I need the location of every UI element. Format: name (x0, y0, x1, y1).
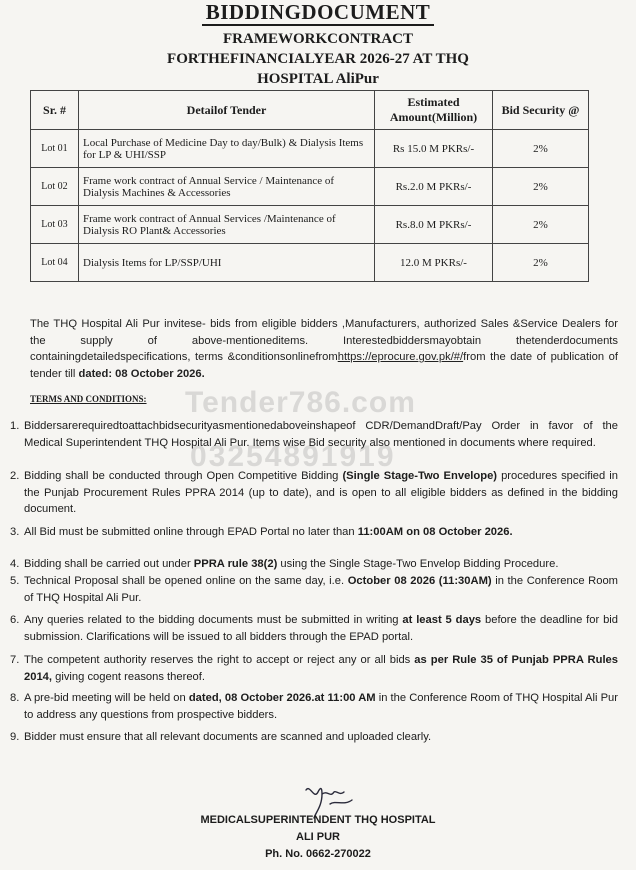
table-row (31, 168, 589, 206)
term-text: Any queries related to the bidding documents must be submitted in writing (24, 614, 403, 626)
eprocure-link[interactable]: https://eprocure.gov.pk/#/ (337, 351, 464, 363)
term-text: Bidder must ensure that all relevant documents are scanned and uploaded clearly. (24, 731, 432, 743)
cell-sr: Lot 04 (31, 244, 79, 282)
term-emphasis: as per Rule 35 of Punjab PPRA Rules 2014, (24, 654, 618, 683)
table-row (31, 130, 589, 168)
table-row (31, 244, 589, 282)
watermark-site: Tender786.com (185, 386, 416, 419)
term-item-9 (10, 729, 618, 746)
cell-cost: Rs.8.0 M PKRs/- (375, 206, 493, 244)
table-header-row (31, 91, 589, 130)
term-text-end: in the Conference Room of THQ Hospital Ali Pur. (24, 575, 618, 604)
header-detail: Detailof Tender (79, 91, 375, 130)
term-text-end: before the deadline for bid submission. Clarifications will be issued to all bidders through the EPAD portal. (24, 614, 618, 643)
term-text: A pre-bid meeting will be held on (24, 692, 189, 704)
cell-security: 2% (493, 206, 589, 244)
cell-security: 2% (493, 244, 589, 282)
term-emphasis: at least 5 days (402, 614, 482, 626)
cell-cost: 12.0 M PKRs/- (375, 244, 493, 282)
term-emphasis: October 08 2026 (11:30AM) (347, 575, 492, 587)
tender-table (30, 90, 589, 282)
header-line-3: HOSPITAL AliPur (257, 71, 379, 87)
cell-detail: Dialysis Items for LP/SSP/UHI (79, 244, 375, 282)
cell-security: 2% (493, 168, 589, 206)
cell-sr: Lot 02 (31, 168, 79, 206)
intro-text: The THQ Hospital Ali Pur invitese- bids from eligible bidders ,Manufacturers, authorized Sales &Service Dealers for the supply of above-mentioneditems. Interestedbiddersmayobtain thetenderdocuments containingdetailedspecifications, terms &conditionsonlinefrom (30, 318, 618, 363)
term-text: Bidding shall be conducted through Open Competitive Bidding (24, 470, 343, 482)
term-text-end: using the Single Stage-Two Envelop Bidding Procedure. (277, 558, 559, 570)
term-text-end: procedures specified in the Punjab Procurement Rules PPRA 2014 (up to date), and is open to all eligible bidders as defined in the bidding document. (24, 470, 618, 515)
cell-detail: Frame work contract of Annual Service / Maintenance of Dialysis Machines & Accessories (79, 168, 375, 206)
signoff-location: ALI PUR (296, 831, 340, 843)
term-item-8 (10, 690, 618, 723)
term-text: Technical Proposal shall be opened online on the same day, i.e. (24, 575, 348, 587)
term-number: 8. (10, 692, 20, 704)
table-row (31, 206, 589, 244)
cell-detail: Local Purchase of Medicine Day to day/Bulk) & Dialysis Items for LP & UHI/SSP (79, 130, 375, 168)
term-text: Bidding shall be carried out under (24, 558, 194, 570)
signoff-title: MEDICALSUPERINTENDENT THQ HOSPITAL (200, 814, 436, 826)
term-text: The competent authority reserves the right to accept or reject any or all bids (24, 654, 415, 666)
term-emphasis: 11:00AM on 08 October 2026. (357, 526, 513, 538)
term-text-end: in the Conference Room of THQ Hospital Ali Pur to address any questions from prospective bidders. (24, 692, 618, 721)
header-cost: Estimated Amount(Million) (375, 91, 493, 130)
term-text: All Bid must be submitted online through EPAD Portal no later than (24, 526, 358, 538)
term-item-1 (10, 418, 618, 451)
cell-cost: Rs 15.0 M PKRs/- (375, 130, 493, 168)
watermark-phone: 03254891919 (190, 440, 396, 473)
term-number: 3. (10, 526, 20, 538)
term-number: 7. (10, 654, 20, 666)
term-item-6 (10, 612, 618, 645)
term-number: 5. (10, 575, 20, 587)
terms-heading: TERMS AND CONDITIONS: (30, 394, 147, 404)
term-emphasis: dated, 08 October 2026.at 11:00 AM (188, 692, 376, 704)
header-line-2: FORTHEFINANCIALYEAR 2026-27 AT THQ (167, 51, 469, 67)
cell-detail: Frame work contract of Annual Services /Maintenance of Dialysis RO Plant& Accessories (79, 206, 375, 244)
term-number: 2. (10, 470, 20, 482)
term-emphasis: PPRA rule 38(2) (193, 558, 278, 570)
header-security: Bid Security @ (493, 91, 589, 130)
header-sr: Sr. # (31, 91, 79, 130)
term-number: 6. (10, 614, 20, 626)
signoff-phone: Ph. No. 0662-270022 (265, 848, 371, 860)
term-text: Biddersarerequiredtoattachbidsecurityasmentionedaboveinshapeof CDR/DemandDraft/Pay Order in favor of the Medical Superintendent THQ Hospital Ali Pur. Items wise Bid security also mentioned in documents where required. (24, 420, 618, 449)
document-title: BIDDINGDOCUMENT (0, 0, 636, 24)
term-number: 1. (10, 420, 20, 432)
term-item-3 (10, 524, 618, 541)
term-text-end: giving cogent reasons thereof. (52, 670, 205, 683)
term-item-2 (10, 468, 618, 518)
term-emphasis: (Single Stage-Two Envelope) (342, 470, 498, 482)
term-number: 9. (10, 731, 20, 743)
cell-security: 2% (493, 130, 589, 168)
cell-sr: Lot 01 (31, 130, 79, 168)
deadline-date: dated: 08 October 2026. (78, 367, 205, 380)
term-item-4 (10, 556, 618, 573)
cell-sr: Lot 03 (31, 206, 79, 244)
term-number: 4. (10, 558, 20, 570)
header-line-1: FRAMEWORKCONTRACT (223, 31, 413, 47)
intro-text-2: from the date of publication of tender till (30, 351, 619, 380)
term-item-7 (10, 652, 618, 685)
intro-paragraph (30, 316, 618, 382)
cell-cost: Rs.2.0 M PKRs/- (375, 168, 493, 206)
term-item-5 (10, 573, 618, 606)
